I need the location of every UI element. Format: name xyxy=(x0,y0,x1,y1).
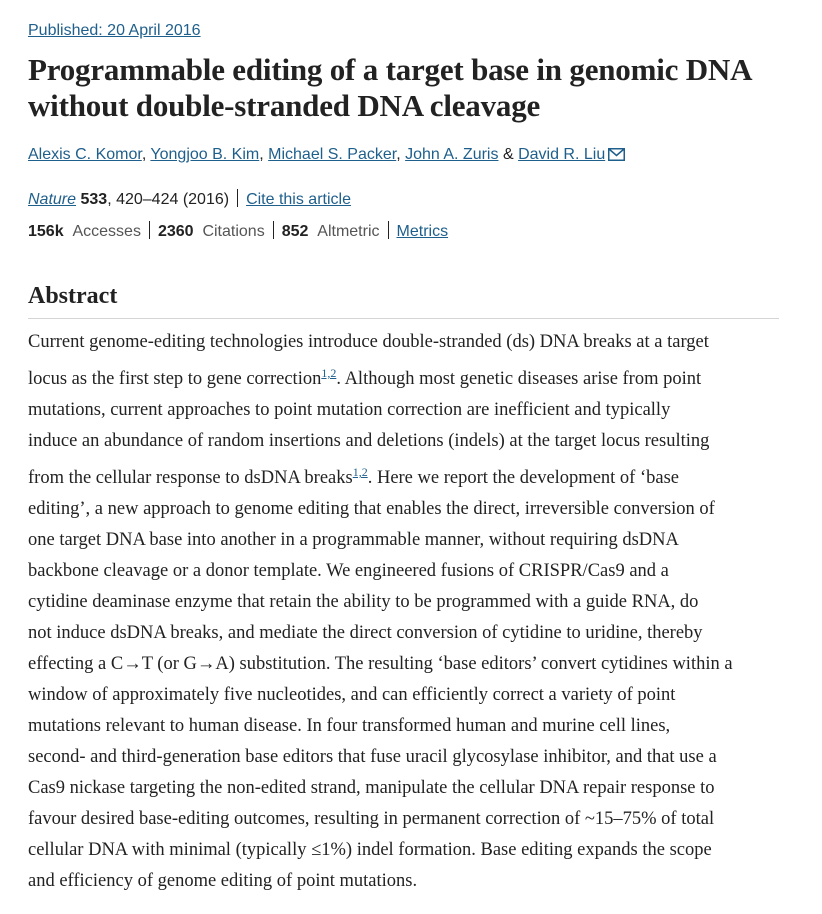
abstract-line: second- and third-generation base editors that fuse uracil glycosylase inhibitor, and that use a xyxy=(28,747,717,767)
author-separator: , xyxy=(141,146,147,163)
abstract-line: not induce dsDNA breaks, and mediate the direct conversion of cytidine to uridine, thereby xyxy=(28,623,703,643)
abstract-line: effecting a C→T (or G→A) substitution. The resulting ‘base editors’ convert cytidines within a xyxy=(28,654,733,674)
abstract-line: cytidine deaminase enzyme that retain the ability to be programmed with a guide RNA, do xyxy=(28,592,699,612)
divider xyxy=(149,221,150,239)
abstract-line xyxy=(28,358,788,395)
published-date-link[interactable]: Published: 20 April 2016 xyxy=(28,22,201,39)
abstract-line: induce an abundance of random insertions and deletions (indels) at the target locus resulting xyxy=(28,431,710,451)
accesses-label: Accesses xyxy=(72,223,141,240)
divider xyxy=(237,189,238,207)
author-link[interactable]: John A. Zuris xyxy=(405,146,499,163)
abstract-line: window of approximately five nucleotides, and can efficiently correct a variety of point xyxy=(28,685,676,705)
abstract-text xyxy=(28,327,788,897)
metrics-link[interactable]: Metrics xyxy=(396,223,449,240)
abstract-line: mutations relevant to human disease. In four transformed human and murine cell lines, xyxy=(28,716,671,736)
journal-link[interactable]: Nature xyxy=(28,191,77,208)
author-and: & xyxy=(502,146,514,163)
abstract-line: mutations, current approaches to point mutation correction are inefficient and typically xyxy=(28,400,671,420)
divider xyxy=(273,221,274,239)
abstract-line: and efficiency of genome editing of point mutations. xyxy=(28,871,418,891)
mail-icon[interactable] xyxy=(608,146,625,168)
reference-link[interactable]: 1,2 xyxy=(352,465,368,479)
accesses-count: 156k xyxy=(28,223,64,240)
abstract-line: Cas9 nickase targeting the non-edited strand, manipulate the cellular DNA repair response to xyxy=(28,778,715,798)
author-link-corresponding[interactable]: David R. Liu xyxy=(518,146,606,163)
citations-count: 2360 xyxy=(157,223,194,240)
author-link[interactable]: Yongjoo B. Kim xyxy=(150,146,260,163)
altmetric-count: 852 xyxy=(281,223,309,240)
citations-label: Citations xyxy=(202,223,265,240)
pages-year: , 420–424 (2016) xyxy=(107,191,230,208)
abstract-line: one target DNA base into another in a programmable manner, without requiring dsDNA xyxy=(28,530,679,550)
cite-article-link[interactable]: Cite this article xyxy=(246,191,351,208)
volume: 533 xyxy=(80,191,108,208)
heading-rule xyxy=(28,318,779,319)
abstract-line: favour desired base-editing outcomes, resulting in permanent correction of ~15–75% of total xyxy=(28,809,715,829)
abstract-line xyxy=(28,457,788,494)
abstract-line: Current genome-editing technologies introduce double-stranded (ds) DNA breaks at a target xyxy=(28,332,709,352)
abstract-heading: Abstract xyxy=(28,283,118,309)
author-separator: , xyxy=(259,146,264,163)
abstract-text-run: . Here we report the development of ‘base xyxy=(367,468,679,488)
abstract-line: editing’, a new approach to genome editing that enables the direct, irreversible conversion of xyxy=(28,499,715,519)
abstract-text-run: from the cellular response to dsDNA breaks xyxy=(28,468,353,488)
divider xyxy=(388,221,389,239)
abstract-text-run: locus as the first step to gene correction xyxy=(28,369,322,389)
journal-info xyxy=(28,189,351,211)
abstract-text-run: . Although most genetic diseases arise from point xyxy=(336,369,702,389)
author-separator: , xyxy=(396,146,401,163)
abstract-line: backbone cleavage or a donor template. We engineered fusions of CRISPR/Cas9 and a xyxy=(28,561,669,581)
author-link[interactable]: Michael S. Packer xyxy=(268,146,397,163)
author-link[interactable]: Alexis C. Komor xyxy=(28,146,142,163)
article-title: Programmable editing of a target base in genomic DNA without double-stranded DNA cleavage xyxy=(28,52,751,123)
author-list xyxy=(28,144,808,168)
abstract-line: cellular DNA with minimal (typically ≤1%) indel formation. Base editing expands the scope xyxy=(28,840,712,860)
metrics-bar xyxy=(28,221,448,243)
reference-link[interactable]: 1,2 xyxy=(321,366,337,380)
altmetric-label: Altmetric xyxy=(317,223,380,240)
